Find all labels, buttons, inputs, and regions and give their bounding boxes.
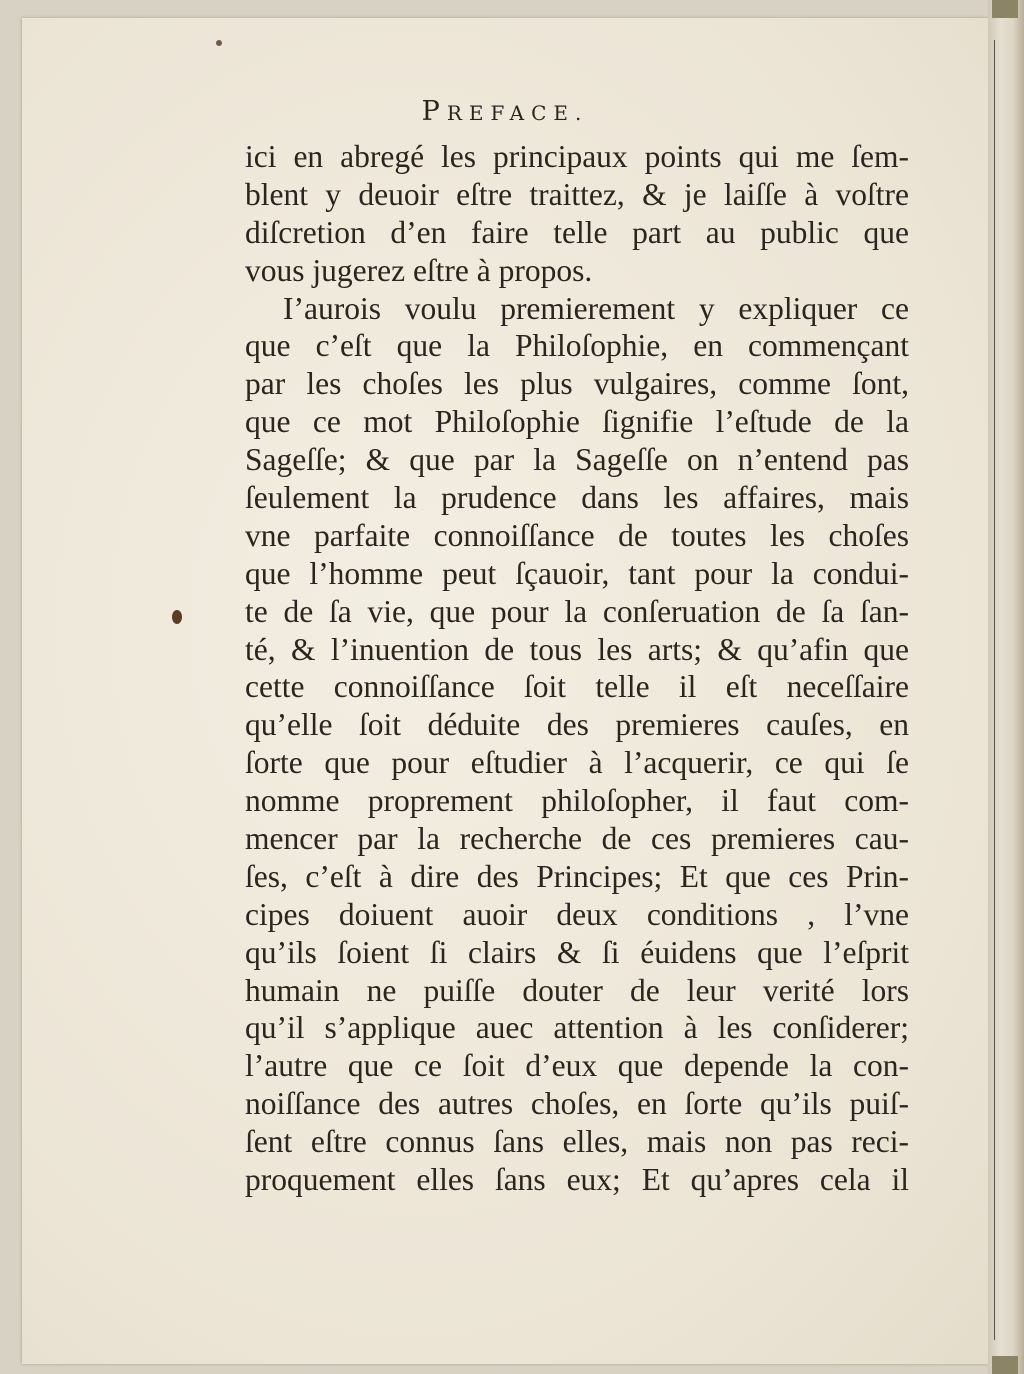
text-line-13: te de ſa vie, que pour la conſeruation de ſa ſan- [245, 593, 909, 629]
paper-stain [172, 610, 182, 624]
running-head-rest: REFACE. [446, 101, 589, 125]
text-line-14: té, & l’inuention de tous les arts; & qu’afin que [245, 631, 909, 667]
text-line-11: vne parfaite connoiſſance de toutes les choſes [245, 517, 909, 553]
text-line-6: que c’eſt que la Philoſophie, en commençant [245, 328, 909, 364]
text-line-19: mencer par la recherche de ces premieres cau- [245, 821, 909, 857]
text-line-25: l’autre que ce ſoit d’eux que depende la con- [245, 1048, 909, 1084]
text-line-24: qu’il s’applique auec attention à les conſiderer; [245, 1010, 909, 1046]
text-line-18: nomme proprement philoſopher, il faut com- [245, 783, 909, 819]
spine-clip-top [992, 0, 1018, 18]
text-line-22: qu’ils ſoient ſi clairs & ſi éuidens que l’eſprit [245, 934, 909, 970]
text-line-2: blent y deuoir eſtre traittez, & je laiſſe à voſtre [245, 176, 909, 212]
book-page [22, 18, 988, 1364]
book-binding-edge [988, 0, 1024, 1374]
body-text [245, 138, 909, 1199]
text-line-1: ici en abregé les principaux points qui me ſem- [245, 139, 909, 174]
text-line-16: qu’elle ſoit déduite des premieres cauſes, en [245, 707, 909, 743]
text-line-5: I’aurois voulu premierement y expliquer ce [283, 290, 909, 326]
text-line-15: cette connoiſſance ſoit telle il eſt neceſſaire [245, 669, 909, 705]
text-line-21: cipes doiuent auoir deux conditions , l’vne [245, 896, 909, 932]
text-line-3: diſcretion d’en faire telle part au public que [245, 214, 909, 250]
text-line-26: noiſſance des autres choſes, en ſorte qu’ils puiſ- [245, 1086, 909, 1122]
running-head [22, 96, 988, 127]
spine-clip-bottom [992, 1356, 1018, 1374]
binding-rule [994, 40, 995, 1340]
text-line-7: par les choſes les plus vulgaires, comme ſont, [245, 366, 909, 402]
text-line-23: humain ne puiſſe douter de leur verité lors [245, 972, 909, 1008]
text-line-28: proquement elles ſans eux; Et qu’apres cela il [245, 1162, 909, 1198]
text-line-8: que ce mot Philoſophie ſignifie l’eſtude de la [245, 404, 909, 440]
paper-speck [216, 40, 222, 46]
text-line-4: vous jugerez eſtre à propos. [245, 252, 593, 288]
text-line-17: ſorte que pour eſtudier à l’acquerir, ce qui ſe [245, 745, 909, 781]
text-line-20: ſes, c’eſt à dire des Principes; Et que ces Prin- [245, 858, 909, 894]
text-line-9: Sageſſe; & que par la Sageſſe on n’entend pas [245, 442, 909, 478]
text-line-27: ſent eſtre connus ſans elles, mais non pas reci- [245, 1124, 909, 1160]
text-line-10: ſeulement la prudence dans les affaires, mais [245, 480, 909, 516]
running-head-initial: P [421, 96, 447, 127]
text-line-12: que l’homme peut ſçauoir, tant pour la condui- [245, 555, 909, 591]
